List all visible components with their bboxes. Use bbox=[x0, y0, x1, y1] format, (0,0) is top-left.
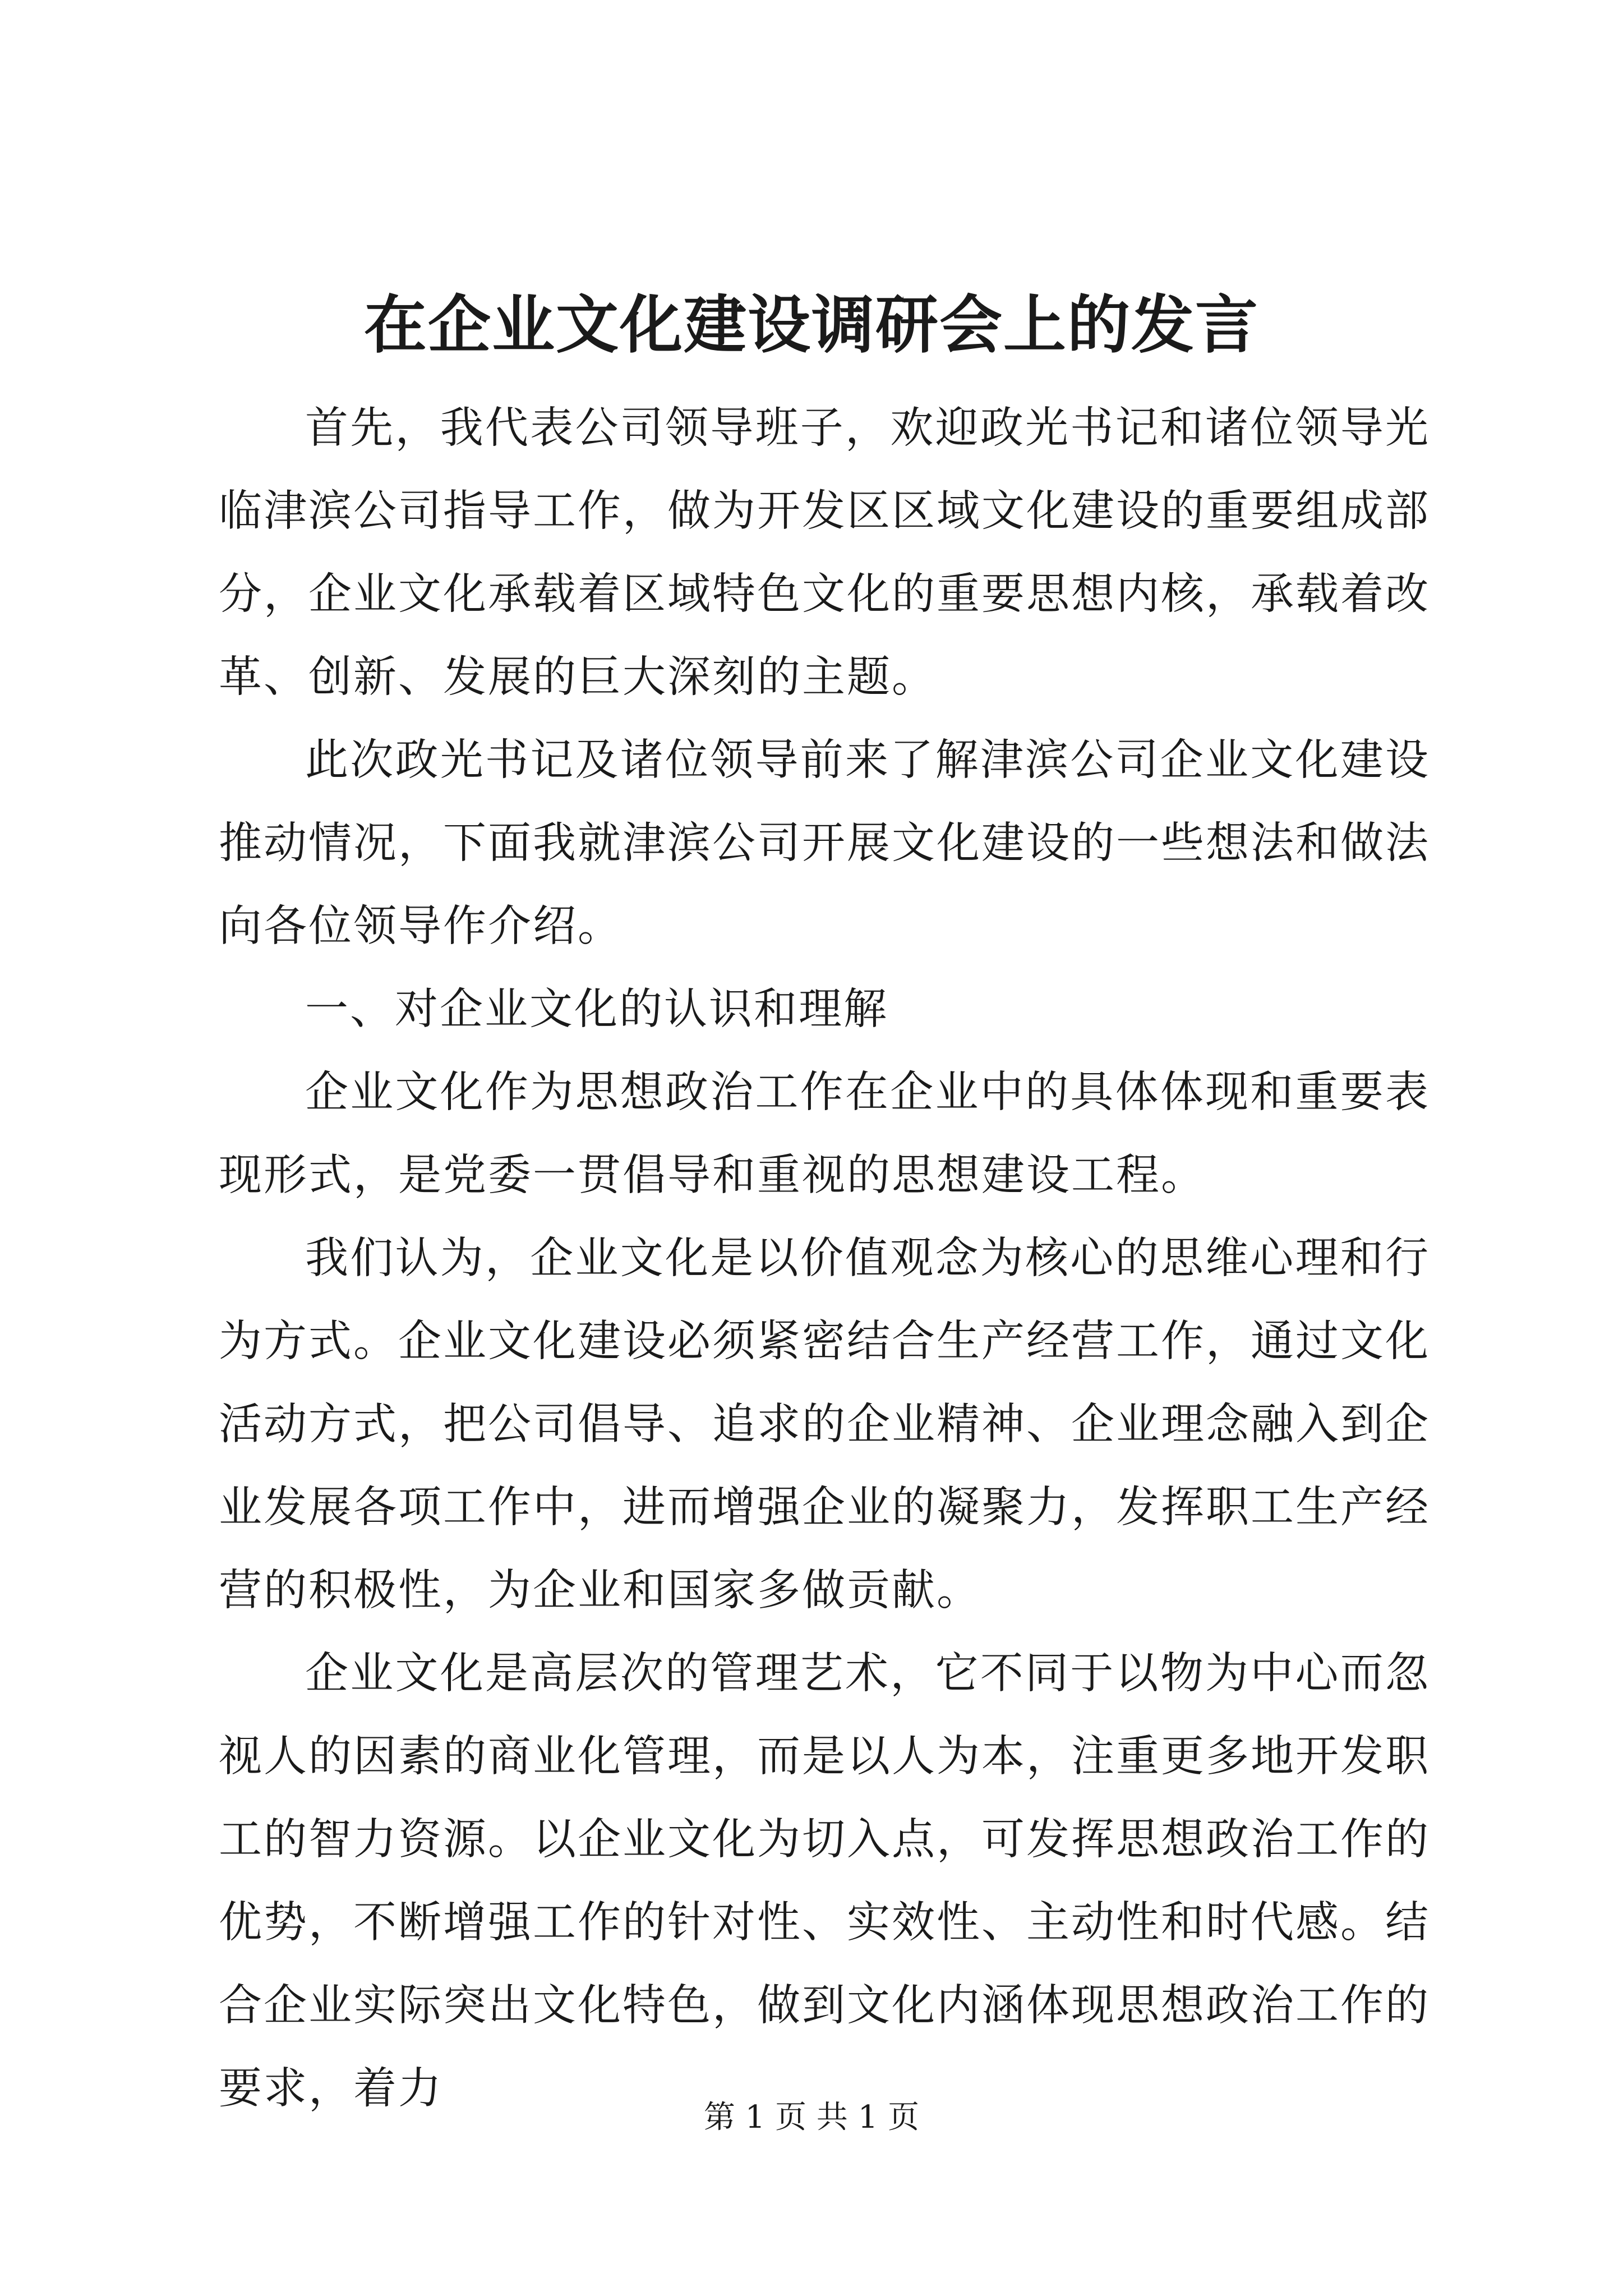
document-body bbox=[219, 387, 1430, 2131]
document-title: 在企业文化建设调研会上的发言 bbox=[364, 288, 1259, 362]
page-footer: 第 1 页 共 1 页 bbox=[703, 2099, 920, 2136]
paragraph-2: 此次政光书记及诸位领导前来了解津滨公司企业文化建设推动情况，下面我就津滨公司开展文化建设的一些想法和做法向各位领导作介绍。 bbox=[219, 735, 1430, 951]
paragraph-5: 企业文化是高层次的管理艺术，它不同于以物为中心而忽视人的因素的商业化管理，而是以人为本，注重更多地开发职工的智力资源。以企业文化为切入点，可发挥思想政治工作的优势，不断增强工作的针对性、实效性、主动性和时代感。结合企业实际突出文化特色，做到文化内涵体现思想政治工作的要求，着力 bbox=[219, 1649, 1430, 2114]
section-heading-1: 一、对企业文化的认识和理解 bbox=[305, 984, 888, 1034]
paragraph-3: 企业文化作为思想政治工作在企业中的具体体现和重要表现形式，是党委一贯倡导和重视的思想建设工程。 bbox=[219, 1068, 1430, 1200]
paragraph-4: 我们认为，企业文化是以价值观念为核心的思维心理和行为方式。企业文化建设必须紧密结合生产经营工作，通过文化活动方式，把公司倡导、追求的企业精神、企业理念融入到企业发展各项工作中，进而增强企业的凝聚力，发挥职工生产经营的积极性，为企业和国家多做贡献。 bbox=[219, 1234, 1430, 1616]
paragraph-1: 首先，我代表公司领导班子，欢迎政光书记和诸位领导光临津滨公司指导工作，做为开发区区域文化建设的重要组成部分，企业文化承载着区域特色文化的重要思想内核，承载着改革、创新、发展的巨大深刻的主题。 bbox=[219, 403, 1430, 702]
